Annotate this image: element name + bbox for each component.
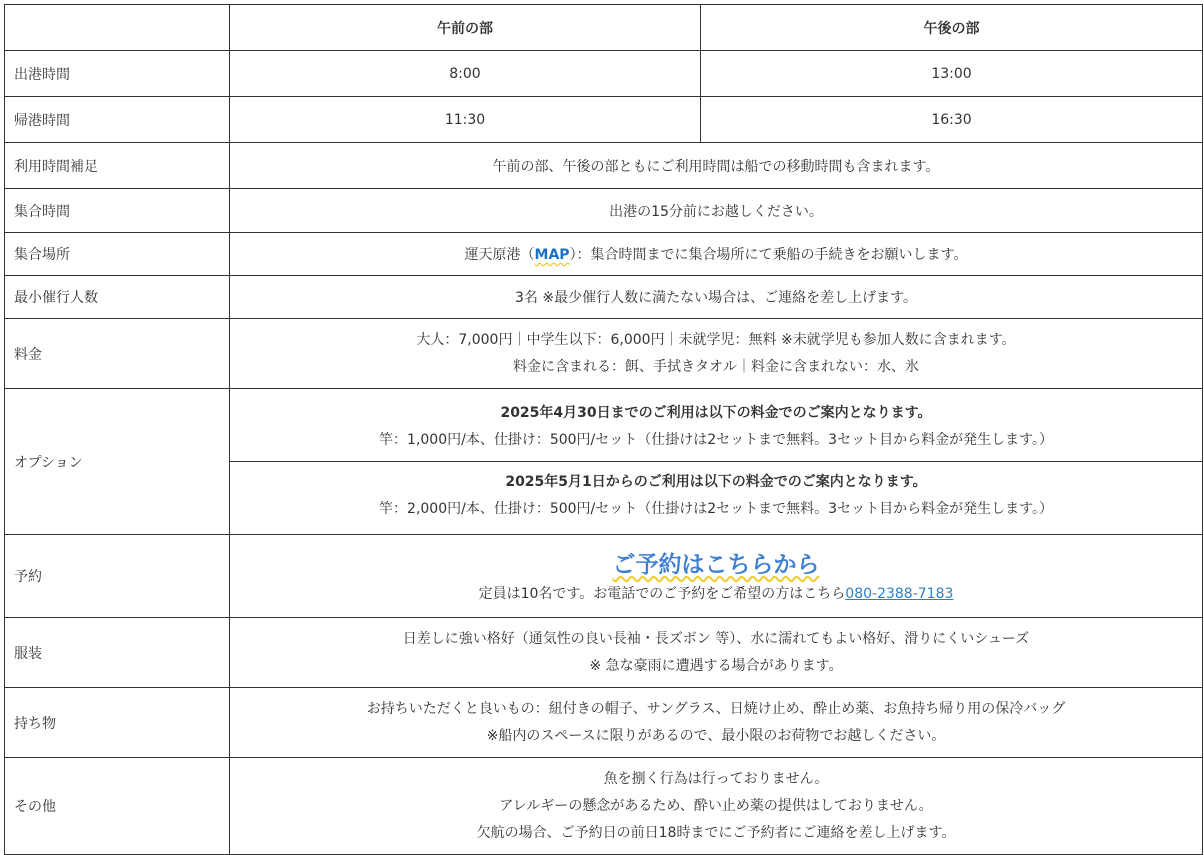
table-row-options <box>5 389 1203 535</box>
return-label: 帰港時間 <box>5 97 230 143</box>
belongings-label: 持ち物 <box>5 688 230 758</box>
belongings-line-1: お持ちいただくと良いもの：紐付きの帽子、サングラス、日焼け止め、酔止め薬、お魚持ち帰り用の保冷バッグ <box>366 700 1066 717</box>
departure-pm: 13:00 <box>701 51 1203 97</box>
table-row-clothing <box>5 618 1203 688</box>
other-line-1: 魚を捌く行為は行っておりません。 <box>603 770 829 787</box>
belongings-cell <box>230 688 1203 758</box>
header-empty-cell <box>5 5 230 51</box>
min-people-text: 3名 ※最少催行人数に満たない場合は、ご連絡を差し上げます。 <box>230 276 1203 319</box>
header-morning: 午前の部 <box>230 5 701 51</box>
clothing-line-2: ※ 急な豪雨に遭遇する場合があります。 <box>589 657 843 674</box>
meeting-place-prefix: 運天原港（ <box>464 247 535 263</box>
belongings-line-2: ※船内のスペースに限りがあるので、最小限のお荷物でお越しください。 <box>486 727 946 744</box>
options-label: オプション <box>5 389 230 535</box>
return-pm: 16:30 <box>701 97 1203 143</box>
meeting-time-label: 集合時間 <box>5 189 230 233</box>
clothing-label: 服装 <box>5 618 230 688</box>
departure-label: 出港時間 <box>5 51 230 97</box>
reservation-cell <box>230 535 1203 618</box>
table-header-row <box>5 5 1203 51</box>
price-cell <box>230 319 1203 389</box>
meeting-place-cell <box>230 233 1203 276</box>
time-note-text: 午前の部、午後の部ともにご利用時間は船での移動時間も含まれます。 <box>230 143 1203 189</box>
reservation-text: 定員は10名です。お電話でのご予約をご希望の方はこちら <box>478 585 846 602</box>
options-block-1-text: 竿：1,000円/本、仕掛け：500円/セット（仕掛けは2セットまで無料。3セット目から料金が発生します。） <box>379 432 1053 448</box>
clothing-line-1: 日差しに強い格好（通気性の良い長袖・長ズボン 等）、水に濡れてもよい格好、滑りにくいシューズ <box>402 630 1030 647</box>
options-block-1 <box>230 393 1202 462</box>
departure-am: 8:00 <box>230 51 701 97</box>
table-row-departure <box>5 51 1203 97</box>
other-label: その他 <box>5 758 230 855</box>
table-row-time-note <box>5 143 1203 189</box>
options-block-1-heading: 2025年4月30日までのご利用は以下の料金でのご案内となります。 <box>500 405 932 421</box>
tour-info-table <box>4 4 1203 855</box>
other-line-3: 欠航の場合、ご予約日の前日18時までにご予約者にご連絡を差し上げます。 <box>476 824 956 841</box>
options-block-2 <box>230 462 1202 530</box>
table-row-reservation <box>5 535 1203 618</box>
table-row-meeting-place <box>5 233 1203 276</box>
table-row-other <box>5 758 1203 855</box>
other-cell <box>230 758 1203 855</box>
reservation-line <box>230 581 1202 608</box>
phone-link[interactable]: 080-2388-7183 <box>845 585 954 602</box>
other-line-2: アレルギーの懸念があるため、酔い止め薬の提供はしておりません。 <box>499 797 933 814</box>
options-block-2-heading: 2025年5月1日からのご利用は以下の料金でのご案内となります。 <box>505 474 927 490</box>
meeting-place-suffix: ）：集合時間までに集合場所にて乗船の手続きをお願いします。 <box>569 247 968 263</box>
table-row-price <box>5 319 1203 389</box>
price-line-1: 大人：7,000円｜中学生以下：6,000円｜未就学児：無料 ※未就学児も参加人数に含まれます。 <box>416 331 1016 348</box>
table-row-min-people <box>5 276 1203 319</box>
reservation-label: 予約 <box>5 535 230 618</box>
return-am: 11:30 <box>230 97 701 143</box>
table-row-return <box>5 97 1203 143</box>
table-row-meeting-time <box>5 189 1203 233</box>
clothing-cell <box>230 618 1203 688</box>
meeting-time-text: 出港の15分前にお越しください。 <box>230 189 1203 233</box>
time-note-label: 利用時間補足 <box>5 143 230 189</box>
header-afternoon: 午後の部 <box>701 5 1203 51</box>
table-row-belongings <box>5 688 1203 758</box>
options-cell <box>230 389 1203 535</box>
options-block-2-text: 竿：2,000円/本、仕掛け：500円/セット（仕掛けは2セットまで無料。3セット目から料金が発生します。） <box>379 501 1053 517</box>
min-people-label: 最小催行人数 <box>5 276 230 319</box>
reservation-link[interactable]: ご予約はこちらから <box>612 551 820 578</box>
price-line-2: 料金に含まれる：餌、手拭きタオル｜料金に含まれない：水、氷 <box>513 358 919 375</box>
meeting-place-label: 集合場所 <box>5 233 230 276</box>
map-link[interactable]: MAP <box>534 247 570 263</box>
price-label: 料金 <box>5 319 230 389</box>
